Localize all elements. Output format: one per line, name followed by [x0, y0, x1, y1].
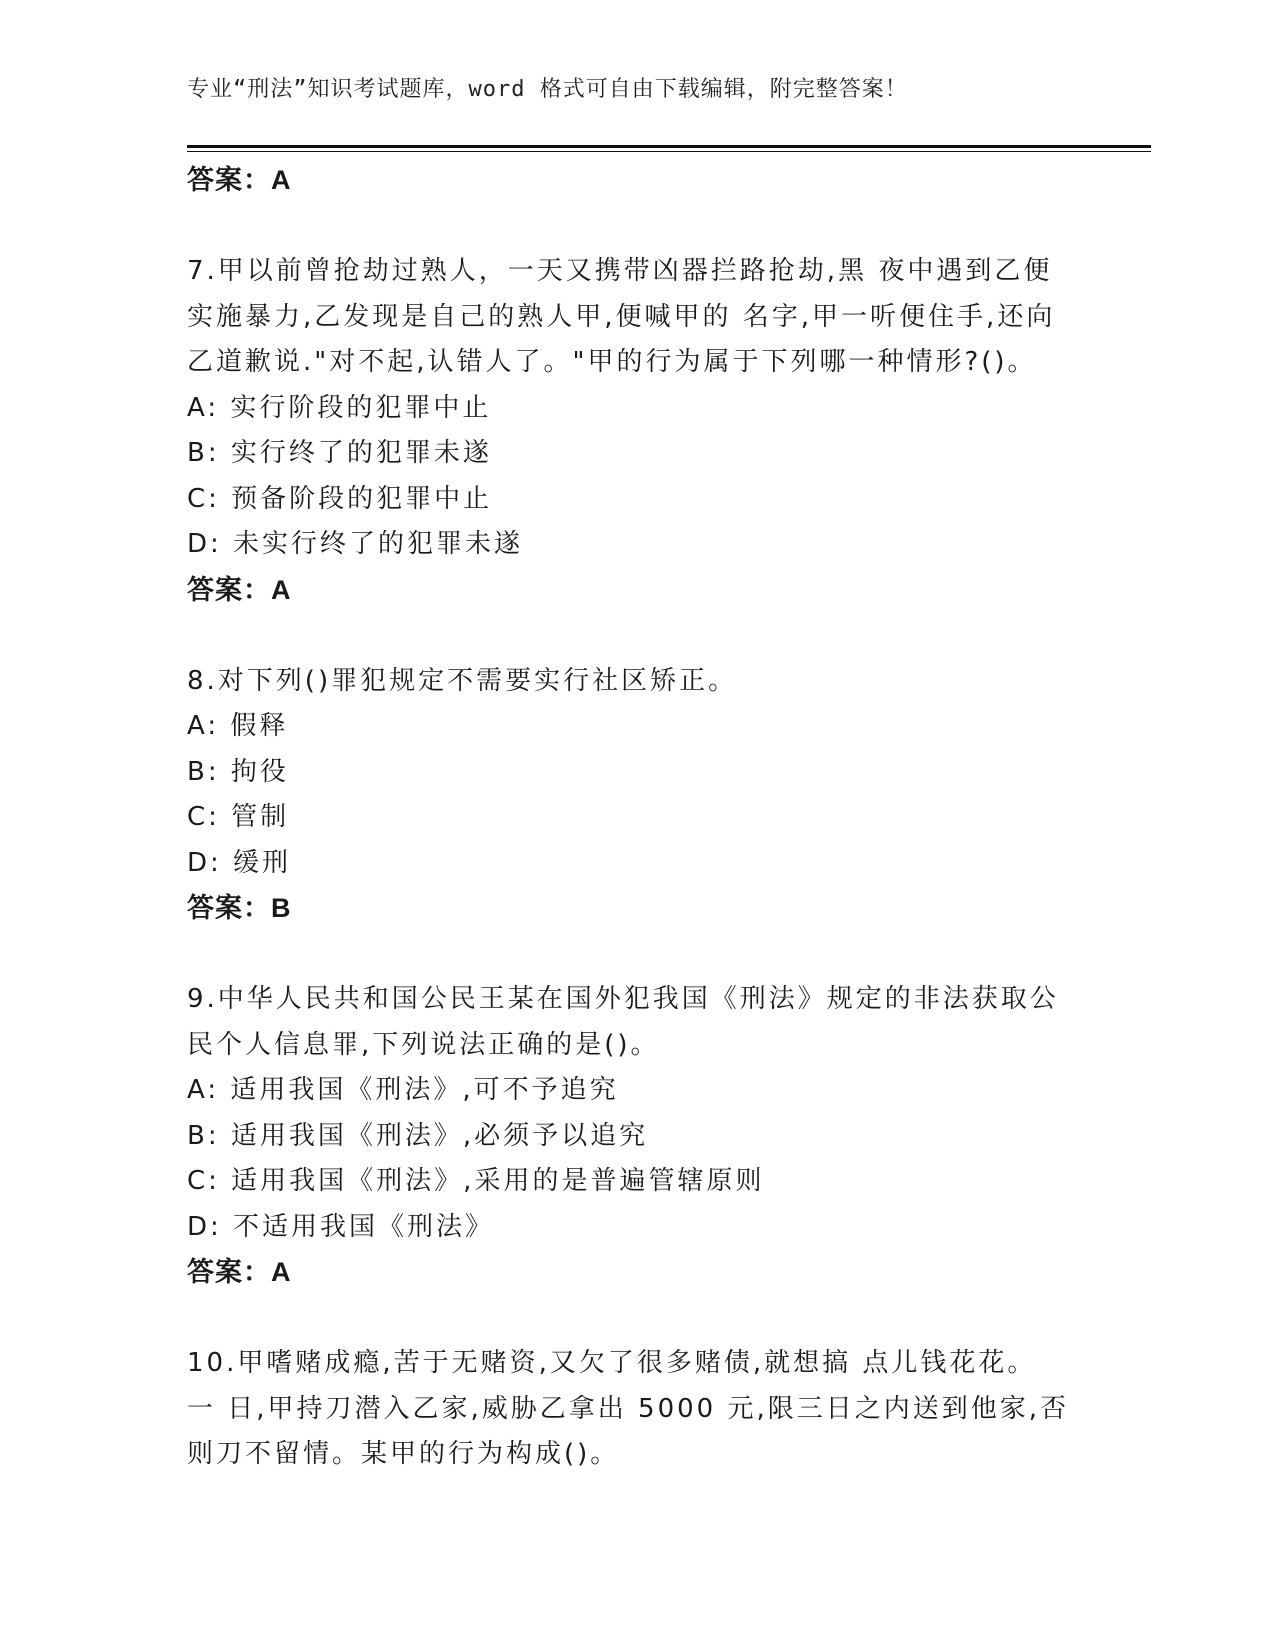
question-stem-line: 则刀不留情。某甲的行为构成()。 [187, 1439, 620, 1469]
answer-q6: 答案：A [187, 165, 292, 195]
option-a: A: 适用我国《刑法》,可不予追究 [187, 1075, 619, 1105]
option-a: A: 实行阶段的犯罪中止 [187, 392, 492, 423]
spacer [187, 204, 1087, 250]
question-9 [187, 977, 1087, 1296]
option-a: A: 假释 [187, 711, 289, 741]
option-b: B: 实行终了的犯罪未遂 [187, 438, 492, 468]
question-stem-line: 9.中华人民共和国公民王某在国外犯我国《刑法》规定的非法获取公 [187, 984, 1059, 1014]
spacer [187, 613, 1087, 659]
option-d: D: 缓刑 [187, 847, 292, 878]
question-7 [187, 249, 1087, 613]
option-b: B: 适用我国《刑法》,必须予以追究 [187, 1120, 649, 1151]
answer-q9: 答案：A [187, 1257, 292, 1287]
option-d: D: 未实行终了的犯罪未遂 [187, 529, 524, 559]
option-d: D: 不适用我国《刑法》 [187, 1211, 495, 1242]
question-stem-line: 乙道歉说."对不起,认错人了。"甲的行为属于下列哪一种情形?()。 [187, 347, 1037, 377]
option-c: C: 适用我国《刑法》,采用的是普遍管辖原则 [187, 1166, 765, 1196]
option-b: B: 拘役 [187, 756, 289, 787]
header-text: 专业“刑法”知识考试题库，word 格式可自由下载编辑，附完整答案！ [187, 77, 908, 102]
option-c: C: 管制 [187, 802, 290, 832]
answer-q7: 答案：A [187, 574, 292, 605]
question-8 [187, 659, 1087, 932]
question-stem-line: 7.甲以前曾抢劫过熟人，一天又携带凶器拦路抢劫,黑 夜中遇到乙便 [187, 256, 1053, 286]
question-stem-line: 8.对下列()罪犯规定不需要实行社区矫正。 [187, 665, 738, 696]
spacer [187, 932, 1087, 978]
document-body [187, 158, 1087, 1478]
question-stem-line: 民个人信息罪,下列说法正确的是()。 [187, 1029, 660, 1060]
header-rule-thin [187, 151, 1151, 152]
question-10 [187, 1341, 1087, 1478]
question-stem-line: 一 日,甲持刀潜入乙家,威胁乙拿出 5000 元,限三日之内送到他家,否 [187, 1393, 1070, 1424]
spacer [187, 1296, 1087, 1342]
header-rule-thick [187, 145, 1151, 148]
option-c: C: 预备阶段的犯罪中止 [187, 483, 493, 514]
answer-q8: 答案：B [187, 893, 292, 923]
question-stem-line: 实施暴力,乙发现是自己的熟人甲,便喊甲的 名字,甲一听便住手,还向 [187, 301, 1056, 332]
question-stem-line: 10.甲嗜赌成瘾,苦于无赌资,又欠了很多赌债,就想搞 点儿钱花花。 [187, 1348, 1037, 1378]
